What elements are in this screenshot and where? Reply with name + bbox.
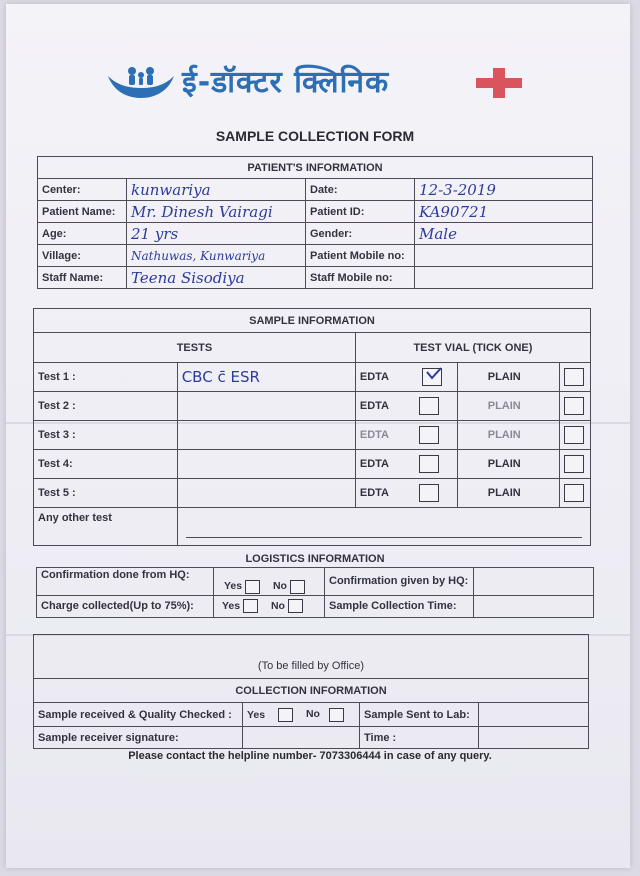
sample-received-label: Sample received & Quality Checked :	[34, 703, 243, 727]
patient-id-label: Patient ID:	[306, 201, 415, 223]
edta-label: EDTA	[359, 370, 389, 383]
any-other-test-label: Any other test	[34, 508, 178, 546]
edta-label: EDTA	[359, 457, 390, 470]
plain-label: PLAIN	[487, 429, 521, 441]
test-5-plain-checkbox[interactable]	[564, 484, 584, 502]
time-label: Time :	[360, 727, 479, 749]
sample-collection-time-value[interactable]	[474, 595, 594, 617]
test-1-label: Test 1 :	[34, 363, 178, 392]
charge-no-label: No	[270, 599, 285, 612]
village-label: Village:	[38, 245, 127, 267]
age-value: 21 yrs	[131, 224, 179, 243]
office-note: (To be filled by Office)	[34, 635, 589, 679]
test-3-edta-checkbox[interactable]	[419, 426, 439, 444]
receiver-signature-label: Sample receiver signature:	[34, 727, 243, 749]
confirm-yes-checkbox[interactable]	[245, 580, 260, 594]
received-yes-label: Yes	[247, 708, 266, 721]
edta-label: EDTA	[359, 399, 390, 412]
receiver-signature-value[interactable]	[243, 727, 360, 749]
center-label: Center:	[38, 179, 127, 201]
patient-name-label: Patient Name:	[38, 201, 127, 223]
sample-sent-value[interactable]	[479, 703, 589, 727]
plain-label: PLAIN	[487, 371, 521, 383]
date-label: Date:	[306, 179, 415, 201]
confirm-yes-label: Yes	[224, 580, 243, 593]
confirmation-given-value[interactable]	[474, 567, 594, 595]
collection-section-title: COLLECTION INFORMATION	[34, 679, 589, 703]
any-other-test-line[interactable]	[186, 536, 582, 538]
center-value: kunwariya	[131, 180, 211, 199]
patient-info-table	[37, 156, 593, 289]
staff-name-label: Staff Name:	[38, 267, 127, 289]
sample-info-table	[33, 308, 591, 546]
clinic-brand-name: ई-डॉक्टर क्लिनिक	[182, 65, 390, 100]
charge-collected-label: Charge collected(Up to 75%):	[37, 595, 214, 617]
village-value: Nathuwas, Kunwariya	[131, 248, 266, 263]
charge-yes-checkbox[interactable]	[243, 599, 258, 613]
helping-hands-logo-icon	[106, 62, 176, 102]
checkmark-icon	[425, 366, 443, 382]
collection-info-table	[33, 634, 589, 749]
clinic-header	[100, 58, 540, 106]
red-cross-icon	[476, 68, 522, 98]
plain-label: PLAIN	[487, 400, 521, 412]
patient-id-value: KA90721	[419, 202, 489, 221]
test-5-edta-checkbox[interactable]	[419, 484, 439, 502]
test-1-value: CBC c̄ ESR	[181, 368, 260, 386]
age-label: Age:	[38, 223, 127, 245]
edta-label: EDTA	[359, 486, 390, 499]
confirm-no-label: No	[272, 580, 287, 593]
edta-label: EDTA	[359, 428, 390, 441]
patient-section-title: PATIENT'S INFORMATION	[38, 157, 593, 179]
sample-section-title: SAMPLE INFORMATION	[34, 309, 591, 333]
test-4-label: Test 4:	[34, 450, 178, 479]
tests-header: TESTS	[34, 333, 356, 363]
plain-label: PLAIN	[487, 458, 521, 470]
time-value[interactable]	[479, 727, 589, 749]
patient-name-value: Mr. Dinesh Vairagi	[131, 202, 273, 221]
staff-name-value: Teena Sisodiya	[131, 268, 245, 287]
gender-value: Male	[419, 224, 457, 243]
test-2-label: Test 2 :	[34, 392, 178, 421]
vial-header: TEST VIAL (TICK ONE)	[355, 333, 590, 363]
test-4-plain-checkbox[interactable]	[564, 455, 584, 473]
test-1-plain-checkbox[interactable]	[564, 368, 584, 386]
helpline-footer: Please contact the helpline number- 7073306444 in case of any query.	[128, 750, 492, 762]
sample-collection-time-label: Sample Collection Time:	[325, 595, 474, 617]
charge-yes-label: Yes	[222, 599, 241, 612]
test-2-edta-checkbox[interactable]	[419, 397, 439, 415]
logistics-section-title: LOGISTICS INFORMATION	[37, 551, 594, 567]
gender-label: Gender:	[306, 223, 415, 245]
date-value: 12-3-2019	[419, 180, 496, 199]
received-no-checkbox[interactable]	[329, 708, 344, 722]
test-1-edta-checkbox[interactable]	[422, 368, 442, 386]
patient-mobile-label: Patient Mobile no:	[306, 245, 415, 267]
test-4-edta-checkbox[interactable]	[419, 455, 439, 473]
test-2-plain-checkbox[interactable]	[564, 397, 584, 415]
test-5-label: Test 5 :	[34, 479, 178, 508]
received-no-label: No	[305, 708, 320, 721]
confirmation-given-label: Confirmation given by HQ:	[325, 567, 474, 595]
form-title: SAMPLE COLLECTION FORM	[215, 128, 415, 144]
charge-no-checkbox[interactable]	[288, 599, 303, 613]
test-3-plain-checkbox[interactable]	[564, 426, 584, 444]
confirmation-done-label: Confirmation done from HQ:	[37, 567, 214, 595]
test-3-label: Test 3 :	[34, 421, 178, 450]
sample-sent-label: Sample Sent to Lab:	[360, 703, 479, 727]
received-yes-checkbox[interactable]	[278, 708, 293, 722]
plain-label: PLAIN	[487, 487, 521, 499]
logistics-table	[36, 551, 594, 618]
confirm-no-checkbox[interactable]	[290, 580, 305, 594]
staff-mobile-label: Staff Mobile no:	[306, 267, 415, 289]
